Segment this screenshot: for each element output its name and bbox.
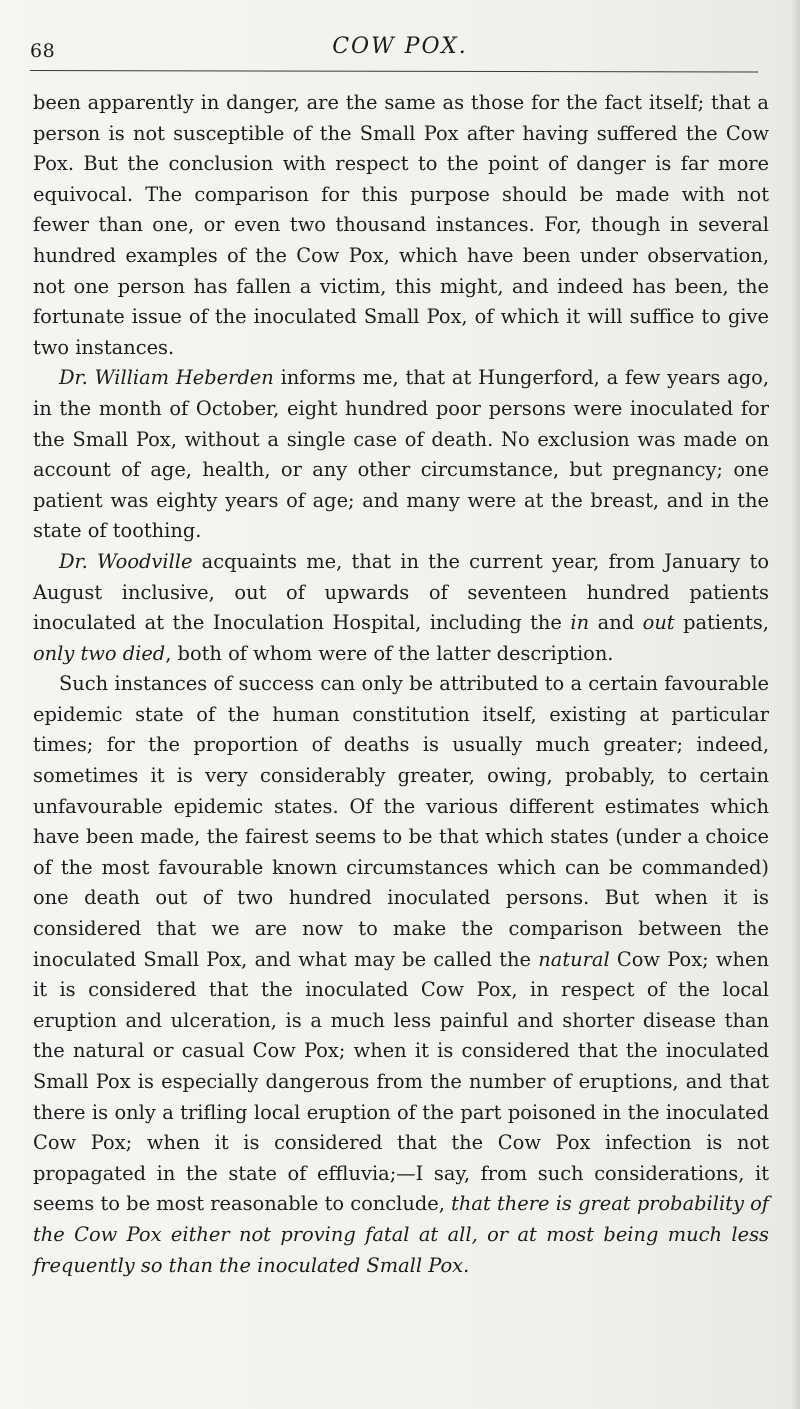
- person-name: Dr. Woodville: [59, 549, 193, 573]
- text-segment: and: [589, 611, 643, 635]
- italic-text: in: [570, 611, 590, 635]
- running-title: COW POX.: [332, 34, 468, 59]
- text-segment: Such instances of success can only be attributed to a certain favourable epidemic state of the human constitution itself, existing at particular times; for the proportion of deaths is usually much greater; indeed, sometimes it is very considerably greater, owing, probably, to certain unfavourable epidemic states. Of the various different estimates which have been made, the fairest seems to be that which states (under a choice of the most favourable known circumstances which can be commanded) one death out of two hundred inoculated persons. But when it is considered that we are now to make the comparison between the inoculated Small Pox, and what may be called the: [33, 672, 769, 971]
- paragraph: [33, 547, 769, 669]
- italic-text: only two died: [33, 641, 166, 665]
- page-number: 68: [30, 40, 56, 62]
- text-segment: informs me, that at Hungerford, a few years ago, in the month of October, eight hundred poor persons were inoculated for the Small Pox, without a single case of death. No exclusion was made on account of age, health, or any other circumstance, but pregnancy; one patient was eighty years of age; and many were at the breast, and in the state of toothing.: [33, 366, 769, 543]
- paragraph: [33, 669, 769, 1281]
- italic-text: out: [642, 611, 675, 635]
- person-name: Dr. William Heberden: [59, 366, 274, 390]
- text-segment: , both of whom were of the latter description.: [165, 641, 614, 665]
- conclusion-italic: that there is great probability of the Cow Pox either not proving fatal at all, or at most being much less frequently so than the inoculated Small Pox.: [33, 1192, 769, 1277]
- text-segment: acquaints me, that in the current year, from January to August inclusive, out of upwards of seventeen hundred patients inoculated at the Inoculation Hospital, including the: [33, 549, 769, 635]
- header-rule: [30, 70, 758, 73]
- paragraph: [33, 363, 769, 547]
- italic-text: natural: [538, 947, 610, 971]
- paragraph: [33, 88, 769, 363]
- page-header: [30, 32, 770, 62]
- text-segment: been apparently in danger, are the same as those for the fact itself; that a person is not susceptible of the Small Pox after having suffered the Cow Pox. But the conclusion with respect to the point of danger is far more equivocal. The comparison for this purpose should be made with not fewer than one, or even two thousand instances. For, though in several hundred examples of the Cow Pox, which have been under observation, not one person has fallen a victim, this might, and indeed has been, the fortunate issue of the inoculated Small Pox, of which it will suffice to give two instances.: [33, 91, 769, 359]
- text-segment: Cow Pox; when it is considered that the inoculated Cow Pox, in respect of the local eruption and ulceration, is a much less painful and shorter disease than the natural or casual Cow Pox; when it is considered that the inoculated Small Pox is especially dangerous from the number of eruptions, and that there is only a trifling local eruption of the part poisoned in the inoculated Cow Pox; when it is considered that the Cow Pox infection is not propagated in the state of effluvia;—I say, from such considerations, it seems to be most reasonable to conclude,: [33, 947, 769, 1216]
- body-text: [33, 88, 769, 1281]
- text-segment: patients,: [674, 611, 769, 635]
